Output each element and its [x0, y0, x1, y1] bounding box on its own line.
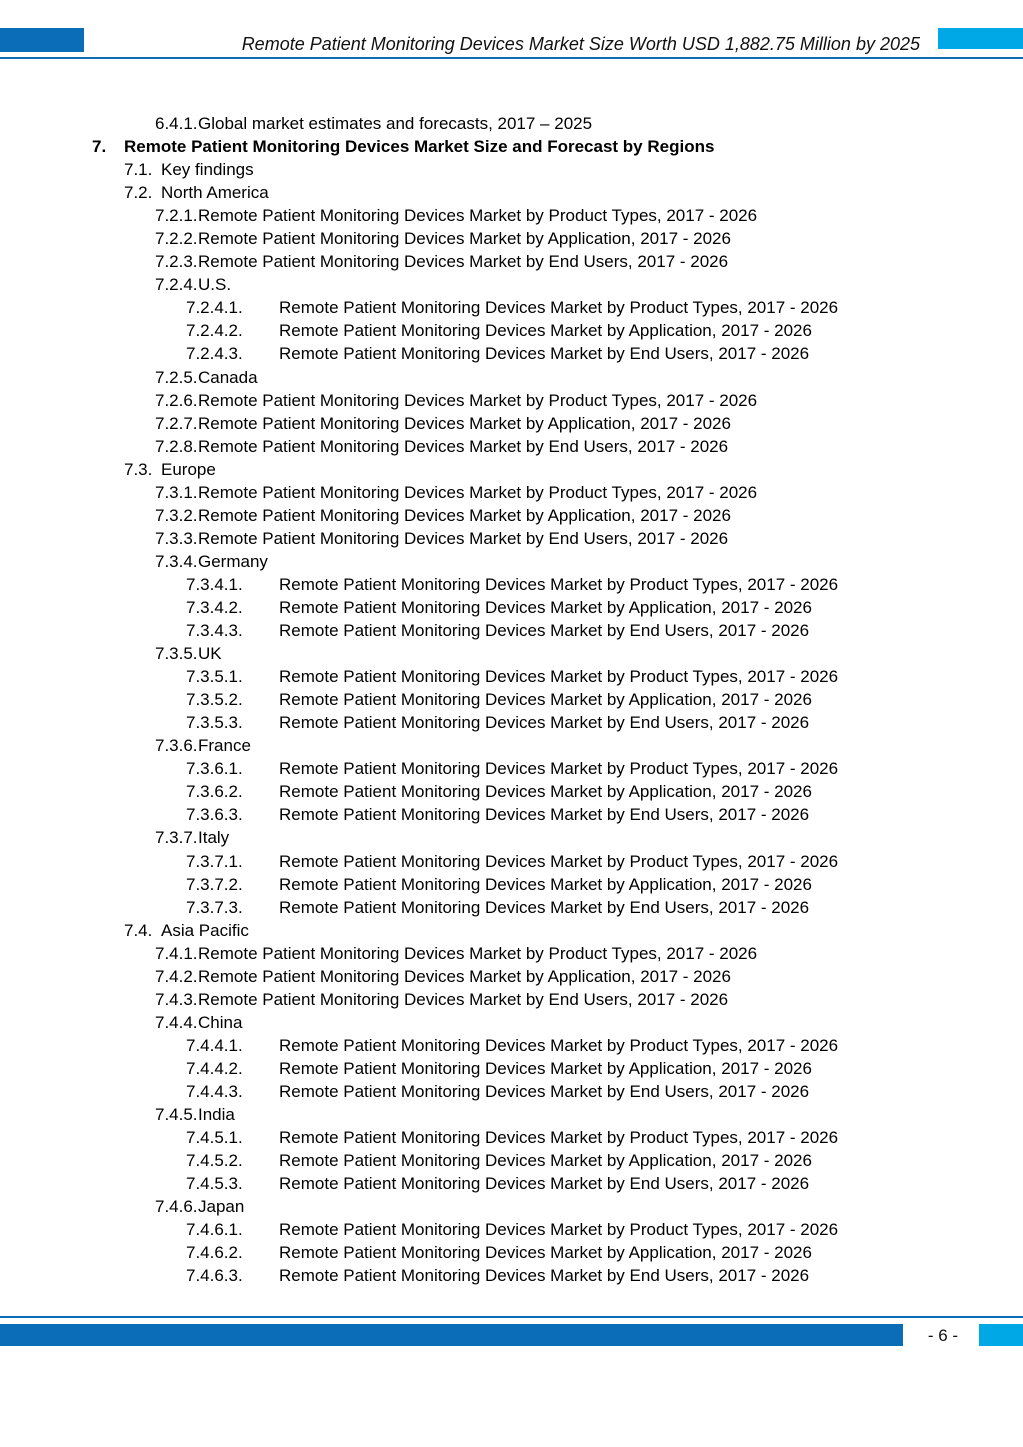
toc-entry-number: 7.3.6.2. — [186, 782, 243, 802]
toc-entry — [0, 342, 1023, 365]
toc-entry-title: Remote Patient Monitoring Devices Market by End Users, 2017 - 2026 — [279, 621, 810, 641]
toc-entry — [0, 919, 1023, 942]
toc-entry-number: 7.2.3. — [155, 252, 198, 272]
toc-entry-title: Remote Patient Monitoring Devices Market by End Users, 2017 - 2026 — [279, 1174, 810, 1194]
toc-entry-number: 7.4.6.2. — [186, 1243, 243, 1263]
toc-entry-number: 7.2.7. — [155, 413, 198, 433]
toc-entry-title: Global market estimates and forecasts, 2017 – 2025 — [198, 114, 593, 133]
toc-entry-title: Europe — [161, 459, 216, 479]
toc-entry-number: 7.3.6.3. — [186, 805, 243, 825]
toc-entry — [0, 389, 1023, 412]
toc-entry-number: 7.3.5.2. — [186, 690, 243, 710]
toc-entry — [0, 734, 1023, 757]
header-rule — [0, 57, 1023, 59]
toc-entry — [0, 988, 1023, 1011]
toc-entry-number: 7.4.5. — [155, 1105, 198, 1125]
toc-entry-title: Remote Patient Monitoring Devices Market by Application, 2017 - 2026 — [198, 229, 731, 249]
toc-entry-number: 7.2.4.3. — [186, 344, 243, 364]
toc-entry — [0, 780, 1023, 803]
toc-entry-title: Remote Patient Monitoring Devices Market by Application, 2017 - 2026 — [279, 597, 812, 617]
toc-entry-number: 7.3.4.3. — [186, 621, 243, 641]
toc-entry — [0, 204, 1023, 227]
toc-entry — [0, 688, 1023, 711]
toc-entry-title: Canada — [198, 367, 258, 387]
toc-entry-title: Remote Patient Monitoring Devices Market by End Users, 2017 - 2026 — [198, 989, 729, 1009]
toc-entry-number: 7.3.6.1. — [186, 759, 243, 779]
toc-entry — [0, 1103, 1023, 1126]
toc-entry-title: Remote Patient Monitoring Devices Market by Product Types, 2017 - 2026 — [279, 667, 839, 687]
toc-entry-title: Remote Patient Monitoring Devices Market by Application, 2017 - 2026 — [279, 321, 812, 341]
toc-entry-number: 7.3.6. — [155, 736, 198, 756]
toc-entry-title: Remote Patient Monitoring Devices Market by Application, 2017 - 2026 — [279, 690, 812, 710]
toc-entry-number: 7.4.4.1. — [186, 1035, 243, 1055]
toc-entry-number: 7.2. — [124, 183, 153, 203]
toc-entry-number: 6.4.1. — [155, 114, 198, 133]
toc-entry-title: Remote Patient Monitoring Devices Market by Product Types, 2017 - 2026 — [279, 1220, 839, 1240]
toc-entry-title: Remote Patient Monitoring Devices Market by Product Types, 2017 - 2026 — [198, 390, 758, 410]
toc-entry — [0, 896, 1023, 919]
toc-entry-number: 7.3.4.1. — [186, 574, 243, 594]
toc-entry-number: 7.3.4. — [155, 551, 198, 571]
toc-entry — [0, 1057, 1023, 1080]
toc-entry — [0, 227, 1023, 250]
toc-entry — [0, 596, 1023, 619]
toc-entry — [0, 273, 1023, 296]
toc-entry — [0, 1172, 1023, 1195]
toc-entry-number: 7.2.4. — [155, 275, 198, 295]
toc-entry-number: 7.4.5.3. — [186, 1174, 243, 1194]
toc-entry-number: 7.4.5.1. — [186, 1128, 243, 1148]
toc-entry — [0, 711, 1023, 734]
toc-entry — [0, 1264, 1023, 1287]
toc-entry — [0, 619, 1023, 642]
toc-entry — [0, 873, 1023, 896]
toc-entry — [0, 826, 1023, 849]
toc-entry-title: Asia Pacific — [161, 920, 249, 940]
toc-entry-title: Remote Patient Monitoring Devices Market by Product Types, 2017 - 2026 — [279, 1128, 839, 1148]
toc-entry — [0, 1218, 1023, 1241]
toc-entry-number: 7.3.7. — [155, 828, 198, 848]
toc-entry — [0, 412, 1023, 435]
toc-entry — [0, 1011, 1023, 1034]
toc-entry-number: 7.4.2. — [155, 966, 198, 986]
toc-entry — [0, 527, 1023, 550]
toc-entry — [0, 458, 1023, 481]
toc-entry — [0, 850, 1023, 873]
toc-entry-title: Remote Patient Monitoring Devices Market by Product Types, 2017 - 2026 — [279, 1035, 839, 1055]
toc-entry-title: Remote Patient Monitoring Devices Market by Product Types, 2017 - 2026 — [279, 574, 839, 594]
toc-entry-number: 7.4.1. — [155, 943, 198, 963]
toc-entry-title: Remote Patient Monitoring Devices Market by End Users, 2017 - 2026 — [279, 1266, 810, 1286]
toc-entry-title: Remote Patient Monitoring Devices Market by End Users, 2017 - 2026 — [198, 252, 729, 272]
toc-entry — [0, 1080, 1023, 1103]
toc-entry-number: 7.4.5.2. — [186, 1151, 243, 1171]
toc-entry-number: 7.3.5.3. — [186, 713, 243, 733]
toc-entry — [0, 366, 1023, 389]
toc-entry-title: Key findings — [161, 160, 254, 180]
toc-entry-number: 7.2.8. — [155, 436, 198, 456]
toc-entry-title: Remote Patient Monitoring Devices Market by Application, 2017 - 2026 — [279, 1058, 812, 1078]
footer-bar — [0, 1324, 903, 1346]
toc-entry-title: Remote Patient Monitoring Devices Market by Application, 2017 - 2026 — [198, 966, 731, 986]
toc-entry-number: 7.3.7.1. — [186, 851, 243, 871]
page-number: - 6 - — [927, 1326, 959, 1345]
toc-entry-title: Remote Patient Monitoring Devices Market by Application, 2017 - 2026 — [198, 505, 731, 525]
toc-entry — [0, 803, 1023, 826]
toc-entry-number: 7.4.6.1. — [186, 1220, 243, 1240]
toc-entry-number: 7. — [92, 137, 107, 157]
toc-entry-number: 7.3.5.1. — [186, 667, 243, 687]
toc-entry — [0, 181, 1023, 204]
toc-entry-number: 7.4.4.3. — [186, 1081, 243, 1101]
toc-entry — [0, 573, 1023, 596]
toc-entry-number: 7.2.2. — [155, 229, 198, 249]
toc-entry — [0, 942, 1023, 965]
footer-accent-right — [979, 1324, 1023, 1346]
toc-entry-number: 7.4.6.3. — [186, 1266, 243, 1286]
toc-entry — [0, 665, 1023, 688]
toc-entry — [0, 112, 1023, 135]
toc-entry-title: Remote Patient Monitoring Devices Market by End Users, 2017 - 2026 — [279, 1081, 810, 1101]
toc-entry — [0, 435, 1023, 458]
toc-entry — [0, 1149, 1023, 1172]
toc-entry — [0, 1034, 1023, 1057]
toc-entry-number: 7.3.5. — [155, 644, 198, 664]
table-of-contents — [0, 112, 1023, 1287]
toc-entry-number: 7.2.5. — [155, 367, 198, 387]
toc-entry-title: Italy — [198, 828, 230, 848]
toc-entry-title: China — [198, 1012, 243, 1032]
footer-rule — [0, 1316, 1023, 1318]
toc-entry — [0, 1195, 1023, 1218]
toc-entry-number: 7.3.7.2. — [186, 874, 243, 894]
toc-entry-number: 7.3.4.2. — [186, 597, 243, 617]
toc-entry-number: 7.3. — [124, 459, 153, 479]
toc-entry-title: Remote Patient Monitoring Devices Market by Application, 2017 - 2026 — [279, 1151, 812, 1171]
toc-entry-title: Remote Patient Monitoring Devices Market by Application, 2017 - 2026 — [279, 874, 812, 894]
toc-entry-title: Remote Patient Monitoring Devices Market by Product Types, 2017 - 2026 — [279, 759, 839, 779]
toc-entry-number: 7.2.4.1. — [186, 298, 243, 318]
toc-entry — [0, 250, 1023, 273]
toc-entry-number: 7.2.1. — [155, 206, 198, 226]
toc-entry-number: 7.3.3. — [155, 528, 198, 548]
toc-entry — [0, 504, 1023, 527]
page-header-title: Remote Patient Monitoring Devices Market Size Worth USD 1,882.75 Million by 2025 — [241, 34, 920, 54]
toc-entry-number: 7.4.4.2. — [186, 1058, 243, 1078]
toc-entry — [0, 1241, 1023, 1264]
toc-entry — [0, 135, 1023, 158]
toc-entry-title: North America — [161, 183, 269, 203]
toc-entry-title: Remote Patient Monitoring Devices Market Size and Forecast by Regions — [124, 137, 715, 157]
toc-entry-number: 7.1. — [124, 160, 153, 180]
toc-entry-number: 7.3.2. — [155, 505, 198, 525]
toc-entry-title: U.S. — [198, 275, 232, 295]
header-accent-right — [938, 28, 1023, 49]
toc-entry — [0, 296, 1023, 319]
toc-entry-title: Remote Patient Monitoring Devices Market by End Users, 2017 - 2026 — [279, 713, 810, 733]
toc-entry-number: 7.2.6. — [155, 390, 198, 410]
toc-entry-title: Japan — [198, 1197, 245, 1217]
toc-entry-number: 7.4.4. — [155, 1012, 198, 1032]
toc-entry-title: Remote Patient Monitoring Devices Market by Application, 2017 - 2026 — [279, 782, 812, 802]
toc-entry-title: Remote Patient Monitoring Devices Market by Product Types, 2017 - 2026 — [198, 482, 758, 502]
toc-entry — [0, 481, 1023, 504]
toc-entry — [0, 642, 1023, 665]
toc-entry-title: Remote Patient Monitoring Devices Market by End Users, 2017 - 2026 — [198, 528, 729, 548]
toc-entry-title: France — [198, 736, 251, 756]
toc-entry — [0, 158, 1023, 181]
toc-entry-title: Remote Patient Monitoring Devices Market by End Users, 2017 - 2026 — [279, 344, 810, 364]
toc-entry-title: Remote Patient Monitoring Devices Market by Product Types, 2017 - 2026 — [279, 298, 839, 318]
toc-entry-number: 7.3.7.3. — [186, 897, 243, 917]
toc-entry-title: India — [198, 1105, 235, 1125]
toc-entry-title: Remote Patient Monitoring Devices Market by End Users, 2017 - 2026 — [279, 805, 810, 825]
toc-entry-number: 7.2.4.2. — [186, 321, 243, 341]
toc-entry-title: Remote Patient Monitoring Devices Market by Product Types, 2017 - 2026 — [279, 851, 839, 871]
toc-entry-title: Remote Patient Monitoring Devices Market by Product Types, 2017 - 2026 — [198, 943, 758, 963]
toc-entry — [0, 965, 1023, 988]
toc-entry — [0, 757, 1023, 780]
toc-entry-number: 7.4.6. — [155, 1197, 198, 1217]
toc-entry-title: Remote Patient Monitoring Devices Market by Application, 2017 - 2026 — [198, 413, 731, 433]
toc-entry-title: Remote Patient Monitoring Devices Market by Product Types, 2017 - 2026 — [198, 206, 758, 226]
toc-entry-title: Remote Patient Monitoring Devices Market by End Users, 2017 - 2026 — [279, 897, 810, 917]
toc-entry — [0, 550, 1023, 573]
toc-entry-title: UK — [198, 644, 222, 664]
toc-entry-number: 7.4.3. — [155, 989, 198, 1009]
toc-entry-title: Remote Patient Monitoring Devices Market by End Users, 2017 - 2026 — [198, 436, 729, 456]
toc-entry-title: Germany — [198, 551, 268, 571]
toc-entry-number: 7.4. — [124, 920, 153, 940]
toc-entry — [0, 319, 1023, 342]
toc-entry — [0, 1126, 1023, 1149]
toc-entry-number: 7.3.1. — [155, 482, 198, 502]
toc-entry-title: Remote Patient Monitoring Devices Market by Application, 2017 - 2026 — [279, 1243, 812, 1263]
